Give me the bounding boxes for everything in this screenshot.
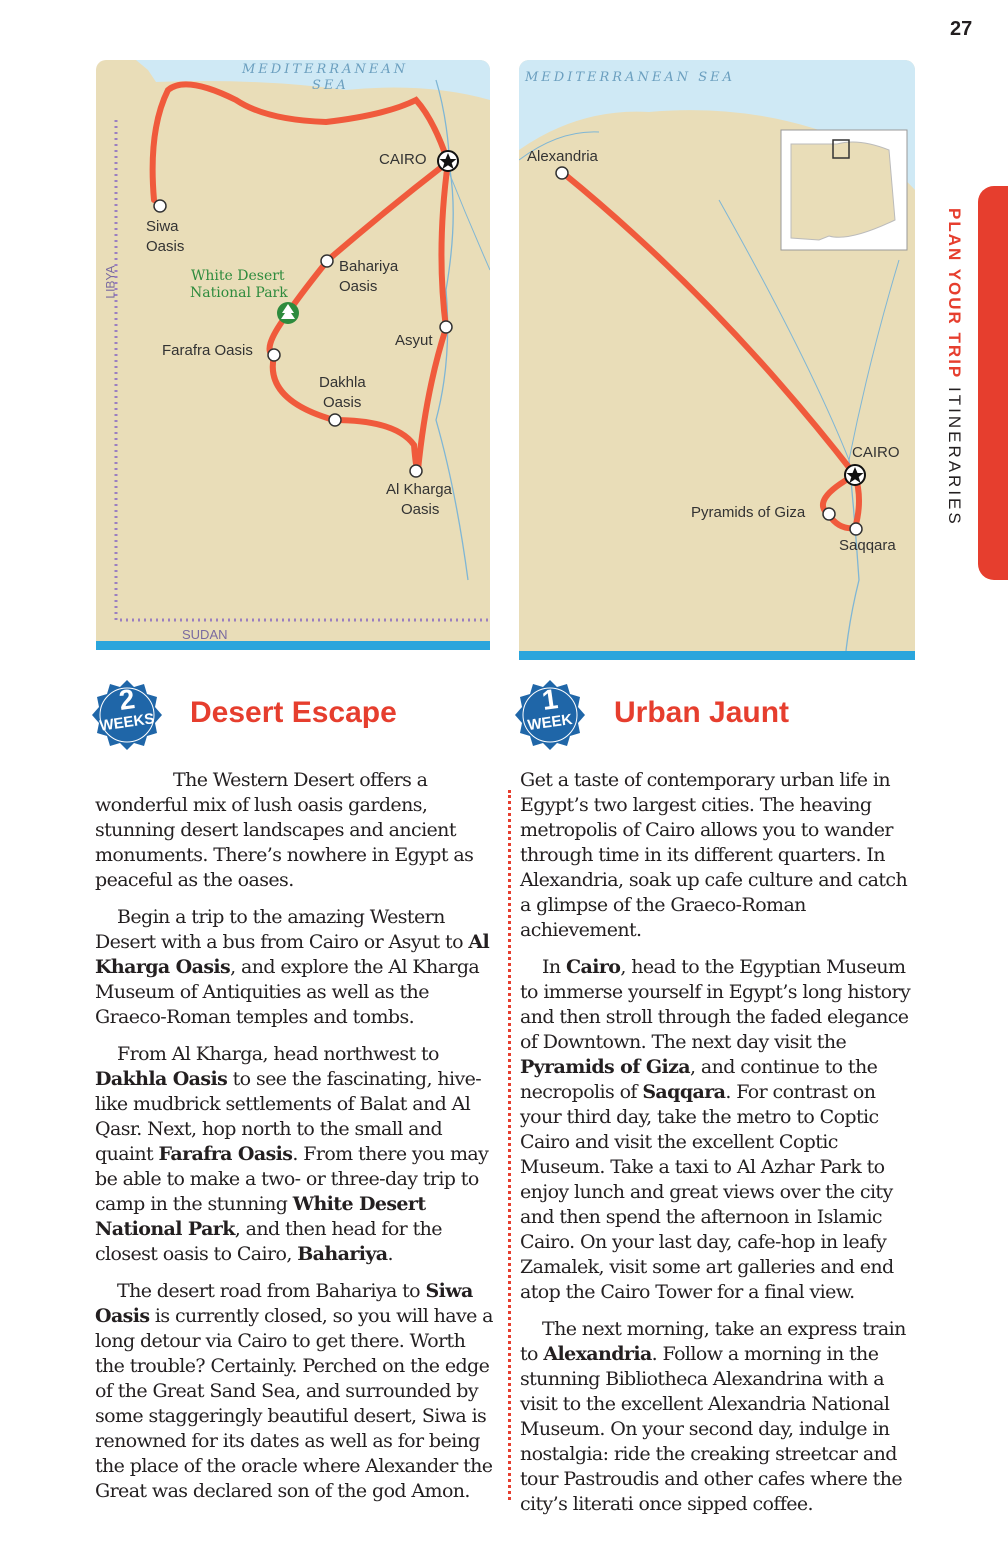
inset-egypt (791, 142, 895, 240)
siwa-label-1: Siwa (146, 218, 179, 235)
dakhla-marker (329, 414, 341, 426)
desert-escape-map (96, 60, 490, 650)
dakhla-label-1: Dakhla (319, 374, 366, 391)
body-paragraph (95, 1279, 495, 1504)
map-bar (96, 641, 490, 650)
giza-label: Pyramids of Giza (691, 504, 806, 521)
cairo-label: CAIRO (852, 444, 900, 461)
body-paragraph (95, 768, 495, 893)
place-name: Siwa Oasis (95, 1280, 473, 1327)
text-run: , and explore the Al Kharga Museum of Antiquities as well as the Graeco-Roman temples and tombs. (95, 956, 480, 1028)
white-desert-label-2: National Park (190, 285, 288, 301)
kharga-label-1: Al Kharga (386, 481, 452, 498)
text-run: In (542, 956, 566, 978)
body-paragraph (95, 905, 495, 1030)
place-name: White Desert National Park (95, 1193, 426, 1240)
desert-map-graphic (96, 60, 490, 650)
place-name: Pyramids of Giza (520, 1056, 690, 1078)
farafra-label: Farafra Oasis (162, 342, 253, 359)
asyut-marker (440, 321, 452, 333)
body-paragraph (520, 1317, 920, 1517)
text-run: The Western Desert offers a wonderful mix of lush oasis gardens, stunning desert landscapes and ancient monuments. There’s nowhere in Egypt as peaceful as the oases. (95, 769, 474, 891)
dakhla-label-2: Oasis (323, 394, 362, 411)
alexandria-label: Alexandria (527, 148, 598, 165)
text-run: Get a taste of contemporary urban life in Egypt’s two largest cities. The heaving metropolis of Cairo allows you to wander through time in its different quarters. In Alexandria, soak up cafe culture and catch a glimpse of the Graeco-Roman achievement. (520, 769, 908, 941)
urban-jaunt-text (520, 768, 920, 1529)
bahariya-label-2: Oasis (339, 278, 378, 295)
badge-number: 2 (117, 683, 137, 716)
text-run: , and continue to the necropolis of (520, 1056, 878, 1103)
body-paragraph (95, 1042, 495, 1267)
text-run: The next morning, take an express train to (520, 1318, 906, 1365)
bahariya-marker (321, 255, 333, 267)
text-run: , head to the Egyptian Museum to immerse yourself in Egypt’s long history and then stroll through the faded elegance of Downtown. The next day visit the (520, 956, 911, 1053)
section-title: Desert Escape (190, 696, 397, 729)
place-name: Alexandria (543, 1343, 652, 1365)
body-paragraph (520, 955, 920, 1305)
text-run: , and then head for the closest oasis to Cairo, (95, 1218, 442, 1265)
saqqara-marker (850, 523, 862, 535)
siwa-label-2: Oasis (146, 238, 185, 255)
giza-marker (823, 508, 835, 520)
bahariya-label-1: Bahariya (339, 258, 399, 275)
place-name: Al Kharga Oasis (95, 931, 490, 978)
page-number: 27 (950, 18, 973, 40)
badge-number: 1 (540, 683, 560, 716)
urban-jaunt-map (519, 60, 915, 660)
canal (448, 170, 490, 270)
text-run: . From there you may be able to make a two- or three-day trip to camp in the stunning (95, 1143, 489, 1215)
badge-unit: WEEKS (98, 710, 156, 735)
map-bar (519, 651, 915, 660)
place-name: Cairo (565, 956, 621, 978)
place-name: Dakhla Oasis (95, 1068, 228, 1090)
sea-label: MEDITERRANEAN SEA (525, 70, 736, 85)
cairo-label: CAIRO (379, 151, 427, 168)
route-siwa (153, 84, 448, 200)
section-label (944, 208, 968, 588)
section-title: Urban Jaunt (614, 696, 790, 729)
place-name: Farafra Oasis (158, 1143, 293, 1165)
text-run: . For contrast on your third day, take the metro to Coptic Cairo and visit the excellent Coptic Museum. Take a taxi to Al Azhar Park to enjoy lunch and great views over the city and then spend the afternoon in Islamic Cairo. On your last day, cafe-hop in leafy Zamalek, visit some art galleries and end atop the Cairo Tower for a final view. (520, 1081, 894, 1303)
text-run: to see the fascinating, hive-like mudbrick settlements of Balat and Al Qasr. Next, hop north to the small and quaint (95, 1068, 482, 1165)
libya-label: LIBYA (103, 265, 118, 299)
siwa-marker (154, 200, 166, 212)
text-run: The desert road from Bahariya to (117, 1280, 426, 1302)
text-run: . (387, 1243, 393, 1265)
sea-label-1: MEDITERRANEAN (242, 62, 409, 77)
sudan-label: SUDAN (182, 627, 228, 642)
asyut-label: Asyut (395, 332, 433, 349)
desert-escape-text (95, 768, 495, 1516)
section-name: PLAN YOUR TRIP (945, 208, 964, 380)
text-run: Begin a trip to the amazing Western Desert with a bus from Cairo or Asyut to (95, 906, 469, 953)
body-paragraph (520, 768, 920, 943)
badge-unit: WEEK (526, 710, 574, 735)
text-run: is currently closed, so you will have a long detour via Cairo to get there. Worth the trouble? Certainly. Perched on the edge of the Great Sand Sea, and surrounded by some staggeringly beautiful desert, Siwa is renowned for its dates as well as for being the place of the oracle where Alexander the Great was declared son of the god Amon. (95, 1305, 493, 1502)
duration-badge (513, 678, 587, 752)
duration-badge (90, 678, 164, 752)
farafra-marker (268, 349, 280, 361)
place-name: Saqqara (642, 1081, 726, 1103)
subsection-name: ITINERARIES (945, 387, 964, 527)
kharga-marker (410, 465, 422, 477)
place-name: Bahariya (297, 1243, 388, 1265)
alexandria-marker (556, 167, 568, 179)
kharga-label-2: Oasis (401, 501, 440, 518)
column-divider (508, 790, 511, 1500)
white-desert-label-1: White Desert (191, 268, 285, 284)
text-run: . Follow a morning in the stunning Bibliotheca Alexandrina with a visit to the excellent Alexandria National Museum. On your second day, indulge in nostalgia: ride the creaking streetcar and tour Pastroudis and other cafes where the city’s literati once sipped coffee. (520, 1343, 902, 1515)
sea-label-2: SEA (312, 78, 349, 93)
saqqara-label: Saqqara (839, 537, 896, 554)
text-run: From Al Kharga, head northwest to (117, 1043, 439, 1065)
section-tab (978, 186, 1008, 580)
